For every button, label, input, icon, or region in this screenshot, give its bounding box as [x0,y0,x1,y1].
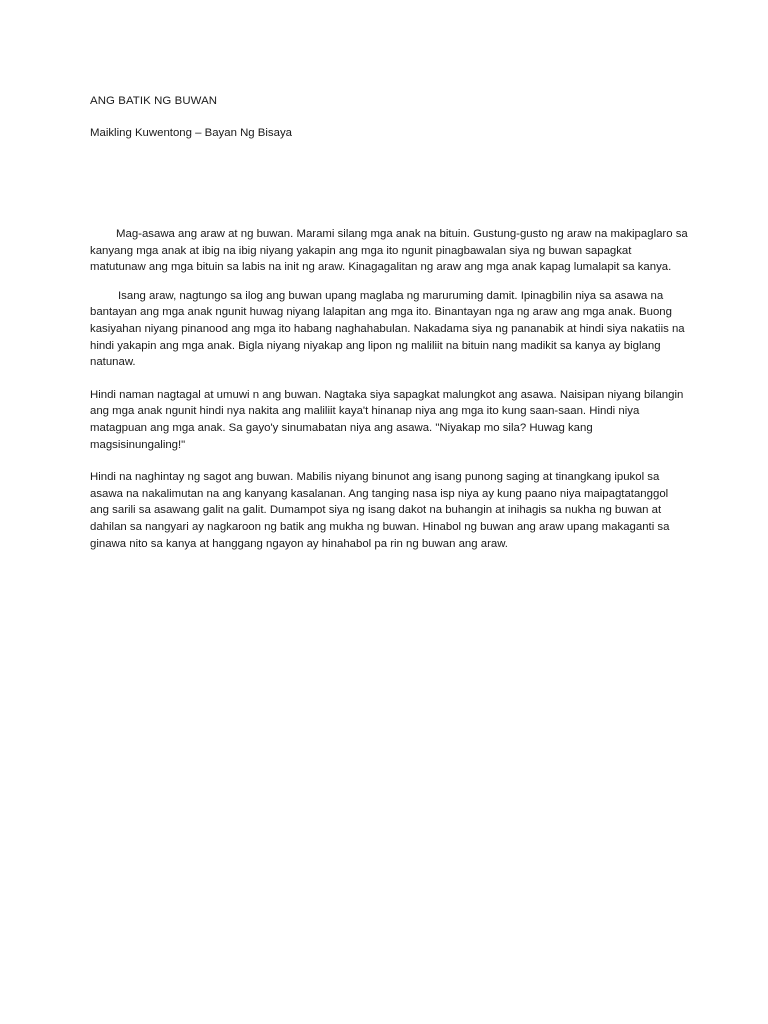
paragraph-3: Hindi naman nagtagal at umuwi n ang buwan. Nagtaka siya sapagkat malungkot ang asawa. Naisipan niyang bilangin ang mga anak ngunit hindi nya nakita ang maliliit kaya't hinanap niya ang mga ito kung saan-saan. Hindi niya matagpuan ang mga anak. Sa gayo'y sinumabatan niya ang asawa. "Niyakap mo sila? Huwag kang magsisinungaling!" [90,388,684,451]
paragraph-2: Isang araw, nagtungo sa ilog ang buwan upang maglaba ng maruruming damit. Ipinagbilin niya sa asawa na bantayan ang mga anak ngunit huwag niyang lalapitan ang mga ito. Binantayan nga ng araw ang mga anak. Buong kasiyahan niyang pinanood ang mga ito habang naghahabulan. Nakadama siya ng pananabik at hindi siya nakatiis na hindi yakapin ang mga anak. Bigla niyang niyakap ang lipon ng maliliit na bituin nang madikit sa kanya ay biglang natunaw. [90,289,685,369]
document-subtitle: Maikling Kuwentong – Bayan Ng Bisaya [90,127,292,139]
document-content [90,93,690,564]
paragraph-1: Mag-asawa ang araw at ng buwan. Marami silang mga anak na bituin. Gustung-gusto ng araw na makipaglaro sa kanyang mga anak at ibig na ibig niyang yakapin ang mga ito ngunit pinagbawalan siya ng buwan sapagkat matutunaw ang mga bituin sa labis na init ng araw. Kinagagalitan ng araw ang mga anak kapag lumalapit sa kanya. [90,228,688,274]
paragraph-4: Hindi na naghintay ng sagot ang buwan. Mabilis niyang binunot ang isang punong saging at tinangkang ipukol sa asawa na nakalimutan na ang kanyang kasalanan. Ang tanging nasa isp niya ay kung paano niya maipagtatanggol ang sarili sa asawang galit na galit. Dumampot siya ng isang dakot na buhangin at inihagis sa nukha ng buwan at dahilan sa nangyari ay nagkaroon ng batik ang mukha ng buwan. Hinabol ng buwan ang araw upang makaganti sa ginawa nito sa kanya at hanggang ngayon ay hinahabol pa rin ng buwan ang araw. [90,471,670,550]
document-title: ANG BATIK NG BUWAN [90,95,218,107]
story-body [90,226,690,552]
